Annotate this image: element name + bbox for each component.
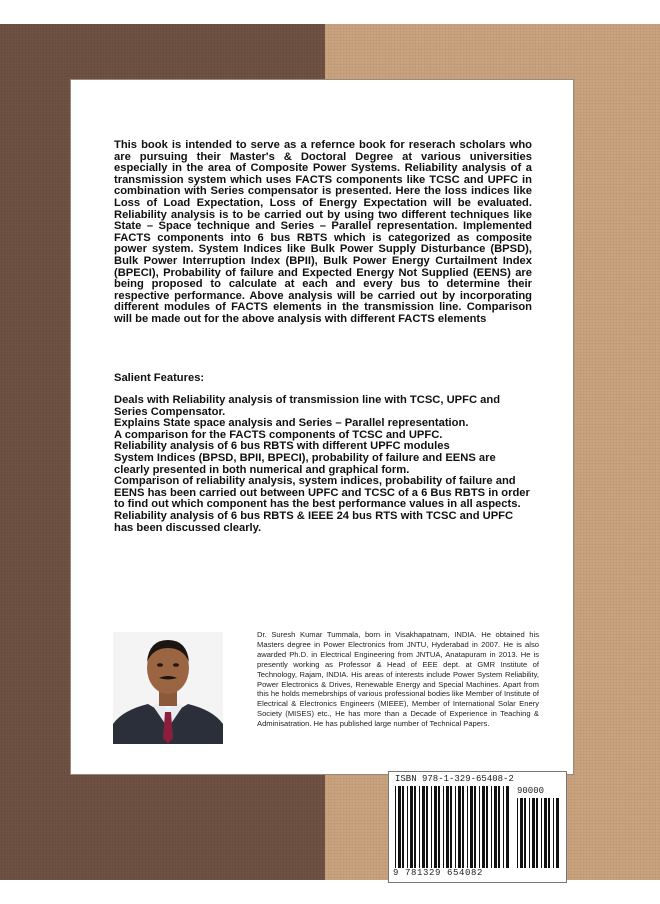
feature-item: System Indices (BPSD, BPII, BPECI), probability of failure and EENS are clearly presented in both numerical and graphical form. (114, 451, 496, 476)
barcode-bar (419, 786, 420, 868)
barcode-bar (443, 786, 444, 868)
barcode-bar (474, 786, 476, 868)
barcode-bar (438, 786, 440, 868)
barcode-main-icon (395, 786, 511, 868)
barcode-bar (462, 786, 464, 868)
barcode-bar (446, 786, 449, 868)
barcode-bar (398, 786, 401, 868)
barcode-bar (498, 786, 500, 868)
book-back-cover (0, 24, 660, 880)
barcode-bar (458, 786, 461, 868)
salient-features-heading: Salient Features: (114, 372, 205, 384)
barcode-bar (467, 786, 468, 868)
barcode-bar (524, 798, 526, 868)
barcode-bar (407, 786, 408, 868)
barcode-bar (402, 786, 404, 868)
book-description: This book is intended to serve as a refernce book for reserach scholars who are pursuing their Master's & Doctoral Degree at various universities especially in the area of Composite Power Systems. Reliability analysis of a transmission system which uses FACTS components like TCSC and UPFC in combination with Series compensator is presented. Here the loss indices like Loss of Load Expectation, Loss of Energy Expectation will be evaluated. Reliability analysis is to be carried out by using two different techniques like State – Space technique and Series – Parallel representation. Implemented FACTS components into 6 bus RBTS which is categorized as composite power system. System Indices like Bulk Power Supply Disturbance (BPSD), Bulk Power Interruption Index (BPII), Bulk Power Energy Curtailment Index (BPECI), Probability of failure and Expected Energy Not Supplied (EENS) are being proposed to calculate at each and every bus to determine their respective performance. Above analysis will be carried out by incorporating different modules of FACTS elements in the transmission line. Comparison will be made out for the above analysis with different FACTS elements (114, 139, 532, 325)
isbn-label: ISBN 978-1-329-65408-2 (395, 774, 514, 784)
barcode-bar (494, 786, 497, 868)
text-panel (70, 79, 574, 775)
barcode-bar (541, 798, 542, 868)
feature-item: Reliability analysis of 6 bus RBTS with different UPFC modules (114, 440, 450, 453)
author-portrait-icon (113, 632, 223, 744)
barcode-bar (532, 798, 535, 868)
feature-item: A comparison for the FACTS components of TCSC and UPFC. (114, 428, 443, 441)
barcode-bar (426, 786, 428, 868)
barcode-bar (506, 786, 509, 868)
barcode-bar (450, 786, 452, 868)
feature-item: Comparison of reliability analysis, system indices, probability of failure and EENS has been carried out between UPFC and TCSC of a 6 Bus RBTS in order to find out which component has the best performance values in all aspects. (114, 475, 530, 511)
barcode-bar (486, 786, 488, 868)
barcode-bar (503, 786, 504, 868)
barcode-bar (434, 786, 437, 868)
barcode-bar (455, 786, 456, 868)
barcode-bar (414, 786, 416, 868)
barcode-bar (536, 798, 538, 868)
barcode-bar (431, 786, 432, 868)
barcode-bar (470, 786, 473, 868)
barcode-addon-icon (517, 798, 559, 868)
barcode-digits: 9 781329 654082 (393, 868, 484, 878)
barcode-bar (548, 798, 550, 868)
barcode-bar (479, 786, 480, 868)
barcode-bar (529, 798, 530, 868)
barcode-bar (544, 798, 547, 868)
isbn-barcode (388, 771, 567, 883)
feature-item: Deals with Reliability analysis of transmission line with TCSC, UPFC and Series Compensator. (114, 394, 501, 418)
barcode-bar (517, 798, 518, 868)
salient-features-list (114, 395, 534, 534)
barcode-bar (556, 798, 559, 868)
barcode-bar (553, 798, 554, 868)
barcode-bar (422, 786, 425, 868)
barcode-bar (491, 786, 492, 868)
author-bio: Dr. Suresh Kumar Tummala, born in Visakhapatnam, INDIA. He obtained his Masters degree in Power Electronics from JNTU, Hyderabad in 2007. He is also awarded Ph.D. in Electrical Engineering from JNTUA, Anatapuram in 2013. He is presently working as Professor & Head of EEE dept. at GMR Institute of Technology, Rajam, INDIA. His areas of interests include Power System Reliability, Power Electronics & Drives, Renewable Energy and Special Machines. Apart from this he holds memebrships of various professional bodies like Member of Institute of Electrical & Electronics Engineers (MIEEE), Member of International Solar Enery Society (MISES) etc., He has more than a Decade of Experience in Teaching & Adminisatration. He has published large number of Technical Papers. (257, 630, 539, 729)
barcode-bar (520, 798, 523, 868)
price-code: 90000 (517, 786, 545, 796)
author-photo (113, 632, 223, 744)
barcode-bar (482, 786, 485, 868)
feature-item: Reliability analysis of 6 bus RBTS & IEEE 24 bus RTS with TCSC and UPFC has been discussed clearly. (114, 509, 514, 534)
feature-item: Explains State space analysis and Series – Parallel representation. (114, 417, 469, 430)
barcode-bar (410, 786, 413, 868)
barcode-bar (395, 786, 396, 868)
